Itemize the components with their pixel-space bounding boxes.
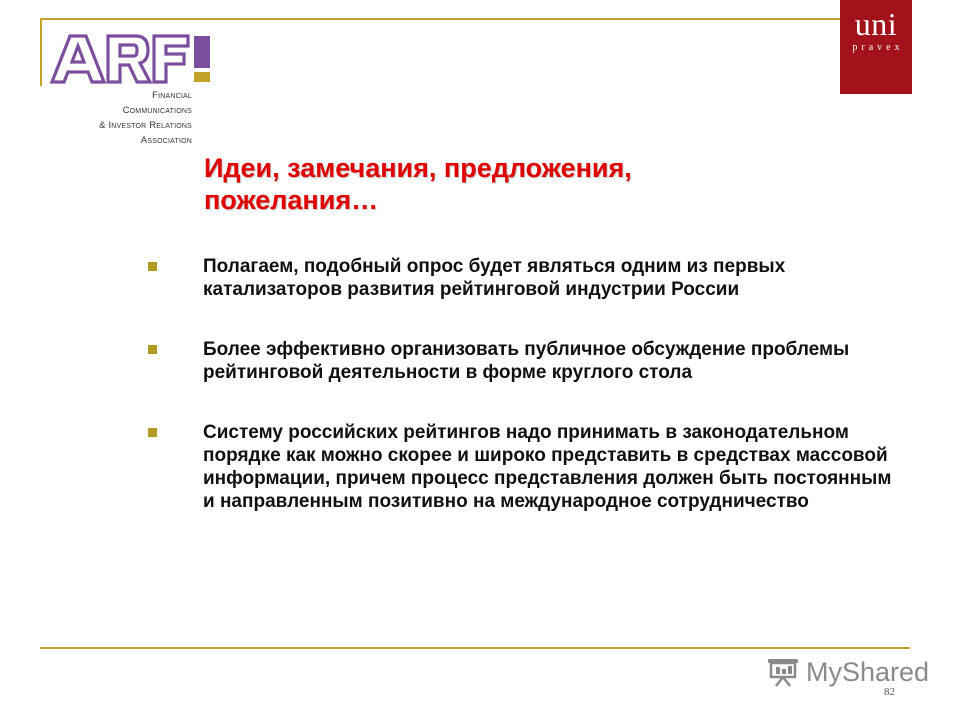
list-item	[148, 255, 908, 301]
arfi-tagline-line: Association	[140, 135, 192, 146]
arfi-tagline-line: & Investor Relations	[99, 120, 192, 131]
arfi-tagline-line: Communications	[122, 105, 192, 116]
bullet-square-icon	[148, 262, 157, 271]
bullet-text: Систему российских рейтингов надо принимать в законодательном порядке как можно скорее и широко представить в средствах массовой информации, причем процесс представления должен быть постоянным и направленным позитивно на международное сотрудничество	[203, 422, 892, 512]
watermark-text	[806, 655, 929, 689]
bullet-text: Полагаем, подобный опрос будет являться одним из первых катализаторов развития рейтинговой индустрии России	[203, 256, 786, 300]
watermark-my: My	[806, 657, 842, 687]
uni-pravex-logo	[840, 0, 912, 94]
bullet-square-icon	[148, 428, 157, 437]
pravex-logo-word: pravex	[852, 42, 904, 53]
slide-title: Идеи, замечания, предложения, пожелания…	[204, 153, 632, 215]
list-item	[148, 421, 908, 513]
bottom-rule	[40, 647, 910, 649]
bullet-square-icon	[148, 345, 157, 354]
top-rule	[40, 18, 872, 20]
page-number: 82	[884, 686, 895, 698]
presentation-icon	[766, 657, 800, 687]
arfi-tagline	[82, 88, 192, 148]
watermark-shared: Shared	[842, 657, 930, 687]
arfi-tagline-line: Financial	[152, 90, 192, 101]
left-rule	[40, 18, 42, 86]
arfi-logo-mark	[48, 28, 228, 88]
bullet-text: Более эффективно организовать публичное обсуждение проблемы рейтинговой деятельности в форме круглого стола	[203, 339, 850, 383]
bullet-list	[148, 255, 908, 513]
list-item	[148, 338, 908, 384]
uni-logo-word: uni	[854, 6, 898, 42]
